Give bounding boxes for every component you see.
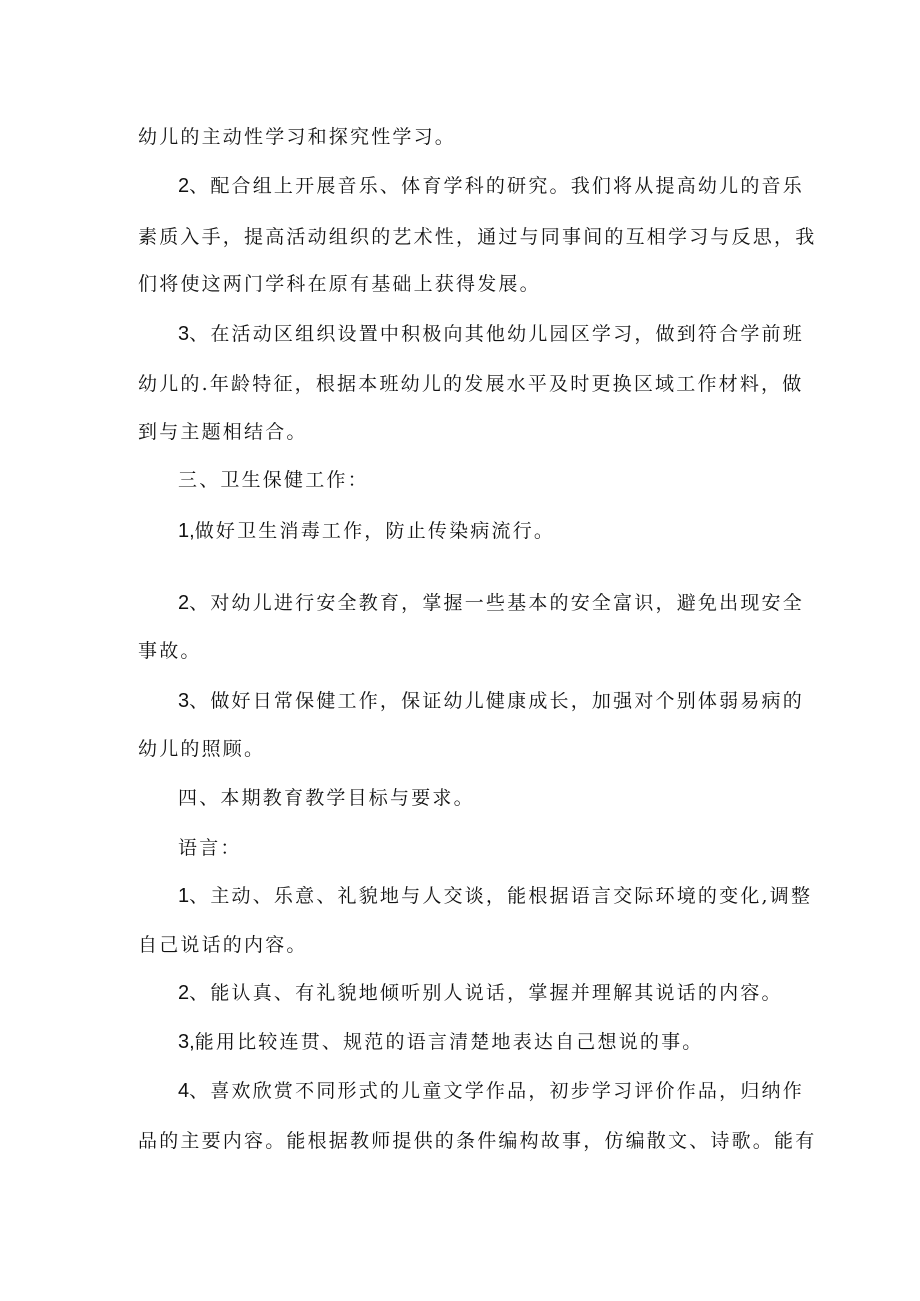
text-line: 幼儿的照顾。 <box>138 738 266 760</box>
text-line: 2、配合组上开展音乐、体育学科的研究。我们将从提高幼儿的音乐 <box>178 175 804 197</box>
text-line: 品的主要内容。能根据教师提供的条件编构故事，仿编散文、诗歌。能有 <box>138 1130 817 1152</box>
section-heading: 四、本期教育教学目标与要求。 <box>178 787 475 809</box>
text-line: 4、喜欢欣赏不同形式的儿童文学作品，初步学习评价作品，归纳作 <box>178 1080 804 1102</box>
text-line: 2、对幼儿进行安全教育，掌握一些基本的安全富识，避免出现安全 <box>178 592 804 614</box>
text-line: 2、能认真、有礼貌地倾听别人说话，掌握并理解其说话的内容。 <box>178 982 783 1004</box>
text-line: 到与主题相结合。 <box>138 421 308 443</box>
text-line: 1,做好卫生消毒工作，防止传染病流行。 <box>178 520 556 542</box>
text-line: 幼儿的主动性学习和探究性学习。 <box>138 126 457 148</box>
text-line: 们将使这两门学科在原有基础上获得发展。 <box>138 273 541 295</box>
text-line: 3,能用比较连贯、规范的语言清楚地表达自己想说的事。 <box>178 1031 704 1053</box>
text-line: 1、主动、乐意、礼貌地与人交谈，能根据语言交际环境的变化,调整 <box>178 885 813 907</box>
text-line: 3、在活动区组织设置中积极向其他幼儿园区学习，做到符合学前班 <box>178 323 804 345</box>
text-line: 素质入手，提高活动组织的艺术性，通过与同事间的互相学习与反思，我 <box>138 226 817 248</box>
section-heading: 三、卫生保健工作： <box>178 469 369 491</box>
text-line: 事故。 <box>138 640 202 662</box>
text-line: 自己说话的内容。 <box>138 934 308 956</box>
text-line: 幼儿的.年龄特征，根据本班幼儿的发展水平及时更换区域工作材料，做 <box>138 373 804 395</box>
subsection-heading: 语言： <box>178 837 242 859</box>
text-line: 3、做好日常保健工作，保证幼儿健康成长，加强对个别体弱易病的 <box>178 690 804 712</box>
